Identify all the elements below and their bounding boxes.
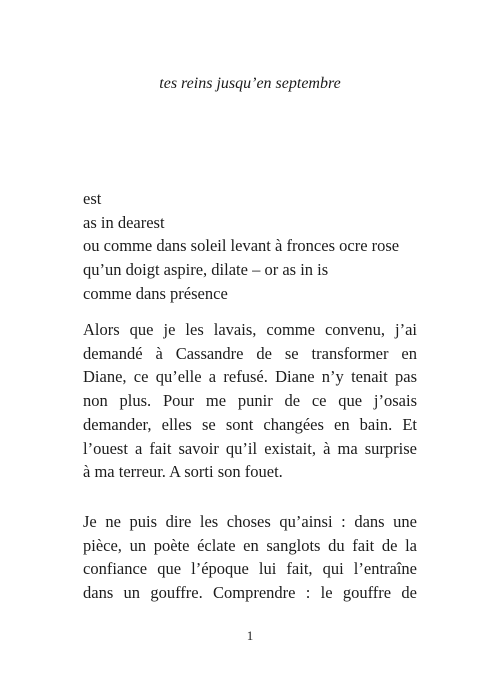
paragraph-line: à ma terreur. A sorti son fouet. [83,462,283,482]
poem-line: qu’un doigt aspire, dilate – or as in is [83,260,329,280]
paragraph-line: demandé à Cassandre de se transformer en [83,343,417,363]
poem-line: ou comme dans soleil levant à fronces ocre rose [83,236,400,256]
paragraph-line: confiance que l’époque lui fait, qui l’entraîne [83,559,417,579]
paragraph-line: pièce, un poète éclate en sanglots du fait de la [83,535,417,555]
running-title: tes reins jusqu’en septembre [159,75,341,92]
poem-line: est [83,189,102,208]
paragraph-line: non plus. Pour me punir de ce que j’osais [83,391,417,411]
poem-line: as in dearest [83,212,165,232]
paragraph-line: demander, elles se sont changées en bain. Et [83,414,417,434]
paragraph-2 [83,510,417,605]
page-number: 1 [246,628,254,643]
paragraph-line: Je ne puis dire les choses qu’ainsi : dans une [83,512,417,531]
poem-stanza [83,187,399,306]
paragraph-1 [83,318,417,484]
paragraph-line: Alors que je les lavais, comme convenu, j’ai [83,320,417,339]
paragraph-line: l’ouest a fait savoir qu’il existait, à ma surprise [83,438,417,458]
paragraph-line: dans un gouffre. Comprendre : le gouffre de [83,583,417,603]
paragraph-line: Diane, ce qu’elle a refusé. Diane n’y tenait pas [83,367,417,387]
poem-line: comme dans présence [83,283,228,303]
